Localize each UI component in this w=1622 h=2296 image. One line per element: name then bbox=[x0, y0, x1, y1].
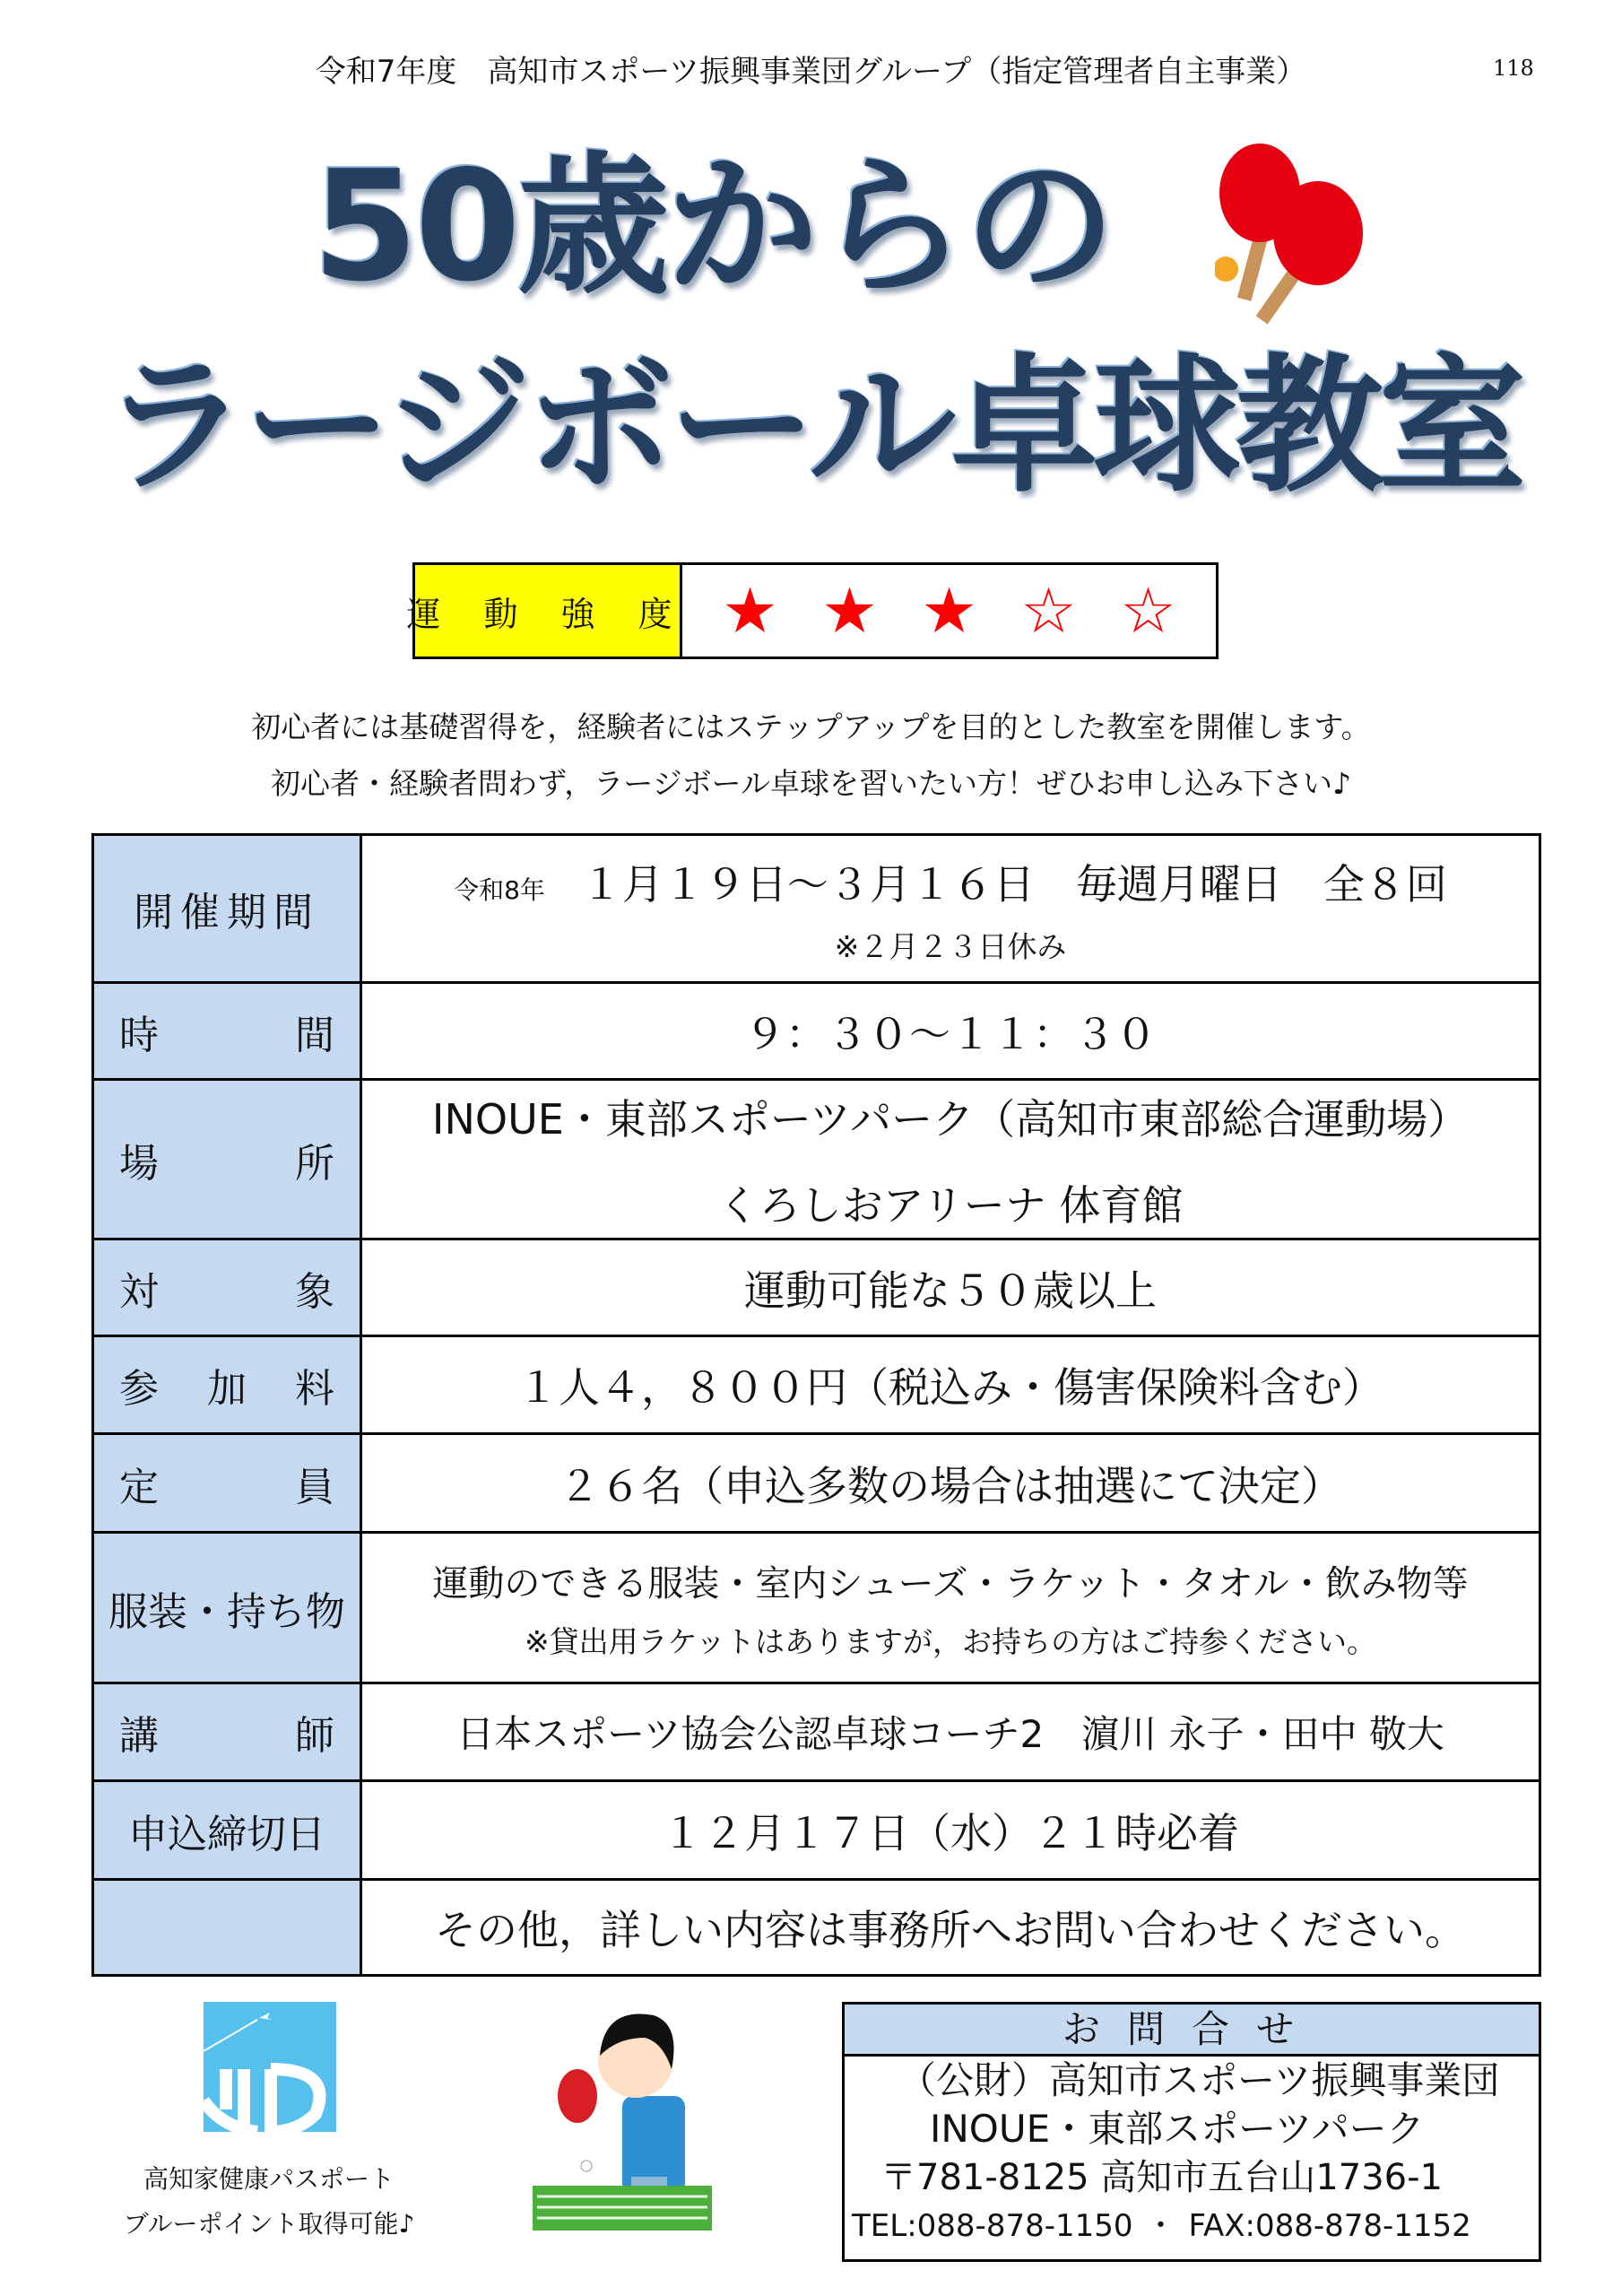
row-period bbox=[94, 836, 1539, 981]
row-time bbox=[94, 981, 1539, 1078]
row-items bbox=[94, 1531, 1539, 1682]
label-deadline: 申込締切日 bbox=[94, 1782, 362, 1878]
items-note: ※貸出用ラケットはありますが，お持ちの方はご持参ください。 bbox=[524, 1623, 1376, 1659]
deadline-value: １２月１７日（水）２１時必着 bbox=[662, 1808, 1239, 1857]
star-filled-icon: ★ bbox=[921, 574, 977, 648]
row-target bbox=[94, 1238, 1539, 1335]
era: 令和8年 bbox=[454, 874, 545, 905]
label-target-b: 象 bbox=[295, 1268, 334, 1315]
header-text: 令和7年度 高知市スポーツ振興事業団グループ（指定管理者自主事業） bbox=[315, 54, 1307, 90]
info-table bbox=[91, 833, 1541, 1977]
intensity-label: 運 動 強 度 bbox=[415, 565, 682, 657]
time-value: ９：３０～１１：３０ bbox=[744, 1009, 1157, 1058]
contact-sep: ・ bbox=[1145, 2208, 1176, 2244]
label-instructor-a: 講 bbox=[119, 1713, 159, 1759]
kochi-health-passport-logo bbox=[204, 2002, 336, 2132]
contact-org: （公財）高知市スポーツ振興事業団 bbox=[898, 2058, 1500, 2102]
ping-pong-paddles-icon bbox=[1215, 144, 1448, 341]
label-instructor-b: 師 bbox=[295, 1713, 334, 1759]
star-filled-icon: ★ bbox=[821, 574, 878, 648]
row-instructor bbox=[94, 1682, 1539, 1779]
items-value: 運動のできる服装・室内シューズ・ラケット・タオル・飲み物等 bbox=[432, 1562, 1469, 1605]
contact-address: 〒781-8125 高知市五台山1736-1 bbox=[880, 2157, 1443, 2198]
contact-fax: FAX:088-878-1152 bbox=[1188, 2208, 1471, 2244]
passport-caption-2: ブルーポイント取得可能♪ bbox=[123, 2209, 415, 2239]
target-value: 運動可能な５０歳以上 bbox=[744, 1265, 1157, 1315]
label-items: 服装・持ち物 bbox=[94, 1534, 362, 1682]
label-time-a: 時 bbox=[119, 1012, 159, 1058]
label-place-a: 場 bbox=[119, 1140, 159, 1187]
star-empty-icon: ☆ bbox=[1020, 574, 1077, 648]
title-line2: ラージボール卓球教室 bbox=[100, 340, 1522, 512]
label-period: 開催期間 bbox=[94, 836, 362, 981]
star-empty-icon: ☆ bbox=[1120, 574, 1176, 648]
row-other bbox=[94, 1878, 1539, 1974]
table-tennis-player-illustration bbox=[524, 2006, 739, 2231]
label-place-b: 所 bbox=[295, 1140, 334, 1187]
place-line1: INOUE・東部スポーツパーク（高知市東部総合運動場） bbox=[431, 1094, 1470, 1144]
label-fee-b: 料 bbox=[295, 1366, 334, 1412]
contact-facility: INOUE・東部スポーツパーク bbox=[930, 2107, 1425, 2151]
period-value: １月１９日～３月１６日 毎週月曜日 全８回 bbox=[580, 859, 1447, 909]
star-filled-icon: ★ bbox=[722, 574, 778, 648]
row-capacity bbox=[94, 1432, 1539, 1531]
label-time-b: 間 bbox=[295, 1012, 334, 1058]
exercise-intensity bbox=[406, 562, 1219, 659]
label-fee-m: 加 bbox=[207, 1366, 247, 1412]
contact-heading: お問合せ bbox=[845, 2005, 1539, 2057]
passport-caption-1: 高知家健康パスポート bbox=[143, 2164, 395, 2194]
label-capacity-a: 定 bbox=[119, 1464, 159, 1510]
label-capacity-b: 員 bbox=[295, 1464, 334, 1510]
other-value: その他，詳しい内容は事務所へお問い合わせください。 bbox=[435, 1906, 1466, 1954]
row-place bbox=[94, 1078, 1539, 1238]
contact-tel: TEL:088-878-1150 bbox=[852, 2208, 1133, 2244]
row-fee bbox=[94, 1335, 1539, 1432]
place-line2: くろしおアリーナ 体育館 bbox=[717, 1180, 1184, 1230]
intro-line-1: 初心者には基礎習得を，経験者にはステップアップを目的とした教室を開催します。 bbox=[251, 709, 1371, 744]
capacity-value: ２６名（申込多数の場合は抽選にて決定） bbox=[559, 1461, 1342, 1510]
instructor-value: 日本スポーツ協会公認卓球コーチ2 濵川 永子・田中 敬大 bbox=[456, 1712, 1444, 1756]
intro-line-2: 初心者・経験者問わず，ラージボール卓球を習いたい方！ぜひお申し込み下さい♪ bbox=[270, 766, 1352, 801]
fee-value: １人４，８００円（税込み・傷害保険料含む） bbox=[517, 1363, 1383, 1412]
label-fee-a: 参 bbox=[119, 1366, 159, 1412]
period-note: ※２月２３日休み bbox=[834, 928, 1067, 964]
page-number: 118 bbox=[1493, 56, 1534, 81]
contact-box bbox=[842, 2002, 1541, 2262]
title-line1: 50歳からの bbox=[312, 138, 1113, 316]
row-deadline bbox=[94, 1779, 1539, 1878]
intensity-stars bbox=[682, 565, 1216, 657]
label-target-a: 対 bbox=[119, 1268, 159, 1315]
